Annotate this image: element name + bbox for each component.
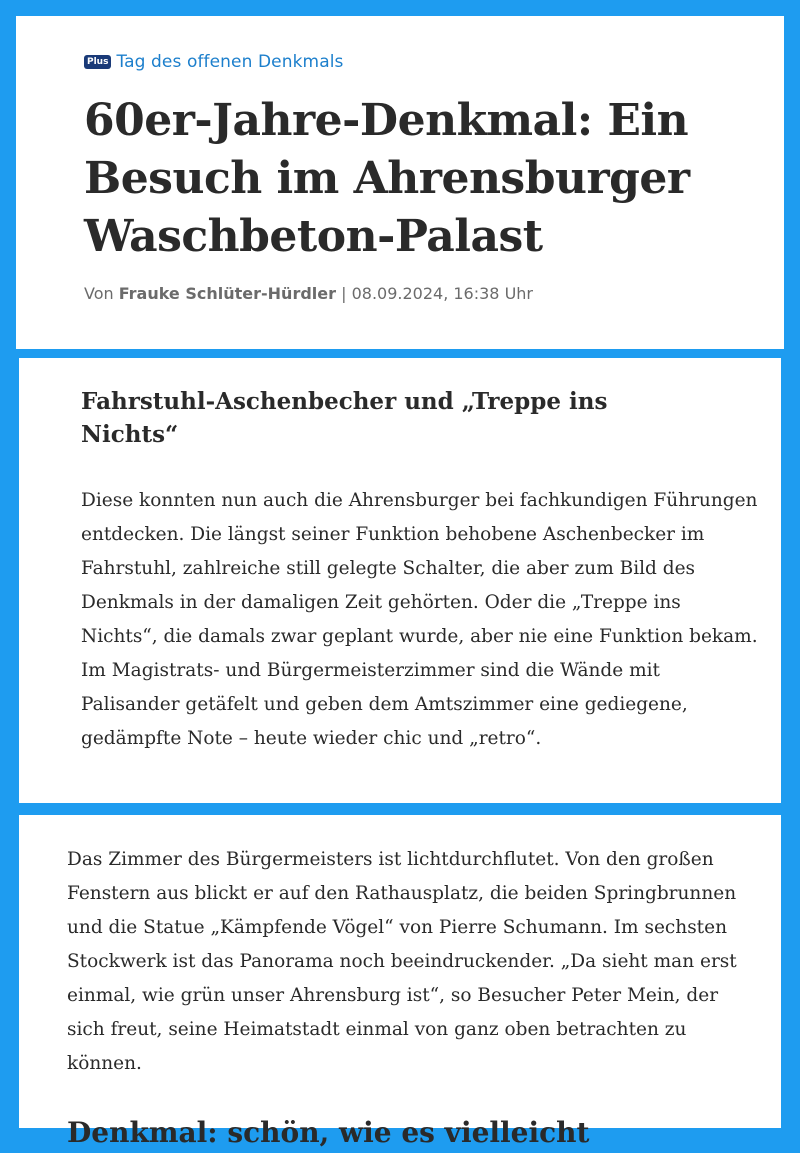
kicker-label[interactable]: Tag des offenen Denkmals [116, 52, 344, 72]
article-kicker[interactable] [84, 52, 344, 72]
section-heading: Fahrstuhl-Aschenbecher und „Treppe ins Nichts“ [81, 388, 608, 448]
author-name[interactable]: Frauke Schlüter-Hürdler [118, 284, 337, 303]
article-paragraph: Diese konnten nun auch die Ahrensburger bei fachkundigen Führungen entdecken. Die längst seiner Funktion behobene Aschenbecker im Fahrstuhl, zahlreiche still gelegte Schalter, die aber zum Bild des Denkmals in der damaligen Zeit gehörten. Oder die „Treppe ins Nichts“, die damals zwar geplant wurde, aber nie eine Funktion bekam. Im Magistrats- und Bürgermeisterzimmer sind die Wände mit Palisander getäfelt und geben dem Amtszimmer eine gediegene, gedämpfte Note – heute wieder chic und „retro“. [81, 490, 758, 749]
next-section-heading: Denkmal: schön, wie es vielleicht [67, 1116, 590, 1149]
byline-separator: | [341, 284, 347, 303]
article-byline [84, 284, 533, 303]
article-paragraph: Das Zimmer des Bürgermeisters ist lichtdurchflutet. Von den großen Fenstern aus blickt er auf den Rathausplatz, die beiden Springbrunnen und die Statue „Kämpfende Vögel“ von Pierre Schumann. Im sechsten Stockwerk ist das Panorama noch beeindruckender. „Da sieht man erst einmal, wie grün unser Ahrensburg ist“, so Besucher Peter Mein, der sich freut, seine Heimatstadt einmal von ganz oben betrachten zu können. [67, 849, 737, 1074]
article-header-card [16, 16, 784, 349]
article-headline: 60er-Jahre-Denkmal: Ein Besuch im Ahrensburger Waschbeton-Palast [84, 95, 690, 262]
article-section-card [19, 815, 781, 1149]
article-section-card [19, 358, 781, 803]
byline-prefix: Von [84, 284, 114, 303]
publish-date: 08.09.2024, 16:38 Uhr [351, 284, 533, 303]
plus-badge: Plus [84, 55, 111, 69]
